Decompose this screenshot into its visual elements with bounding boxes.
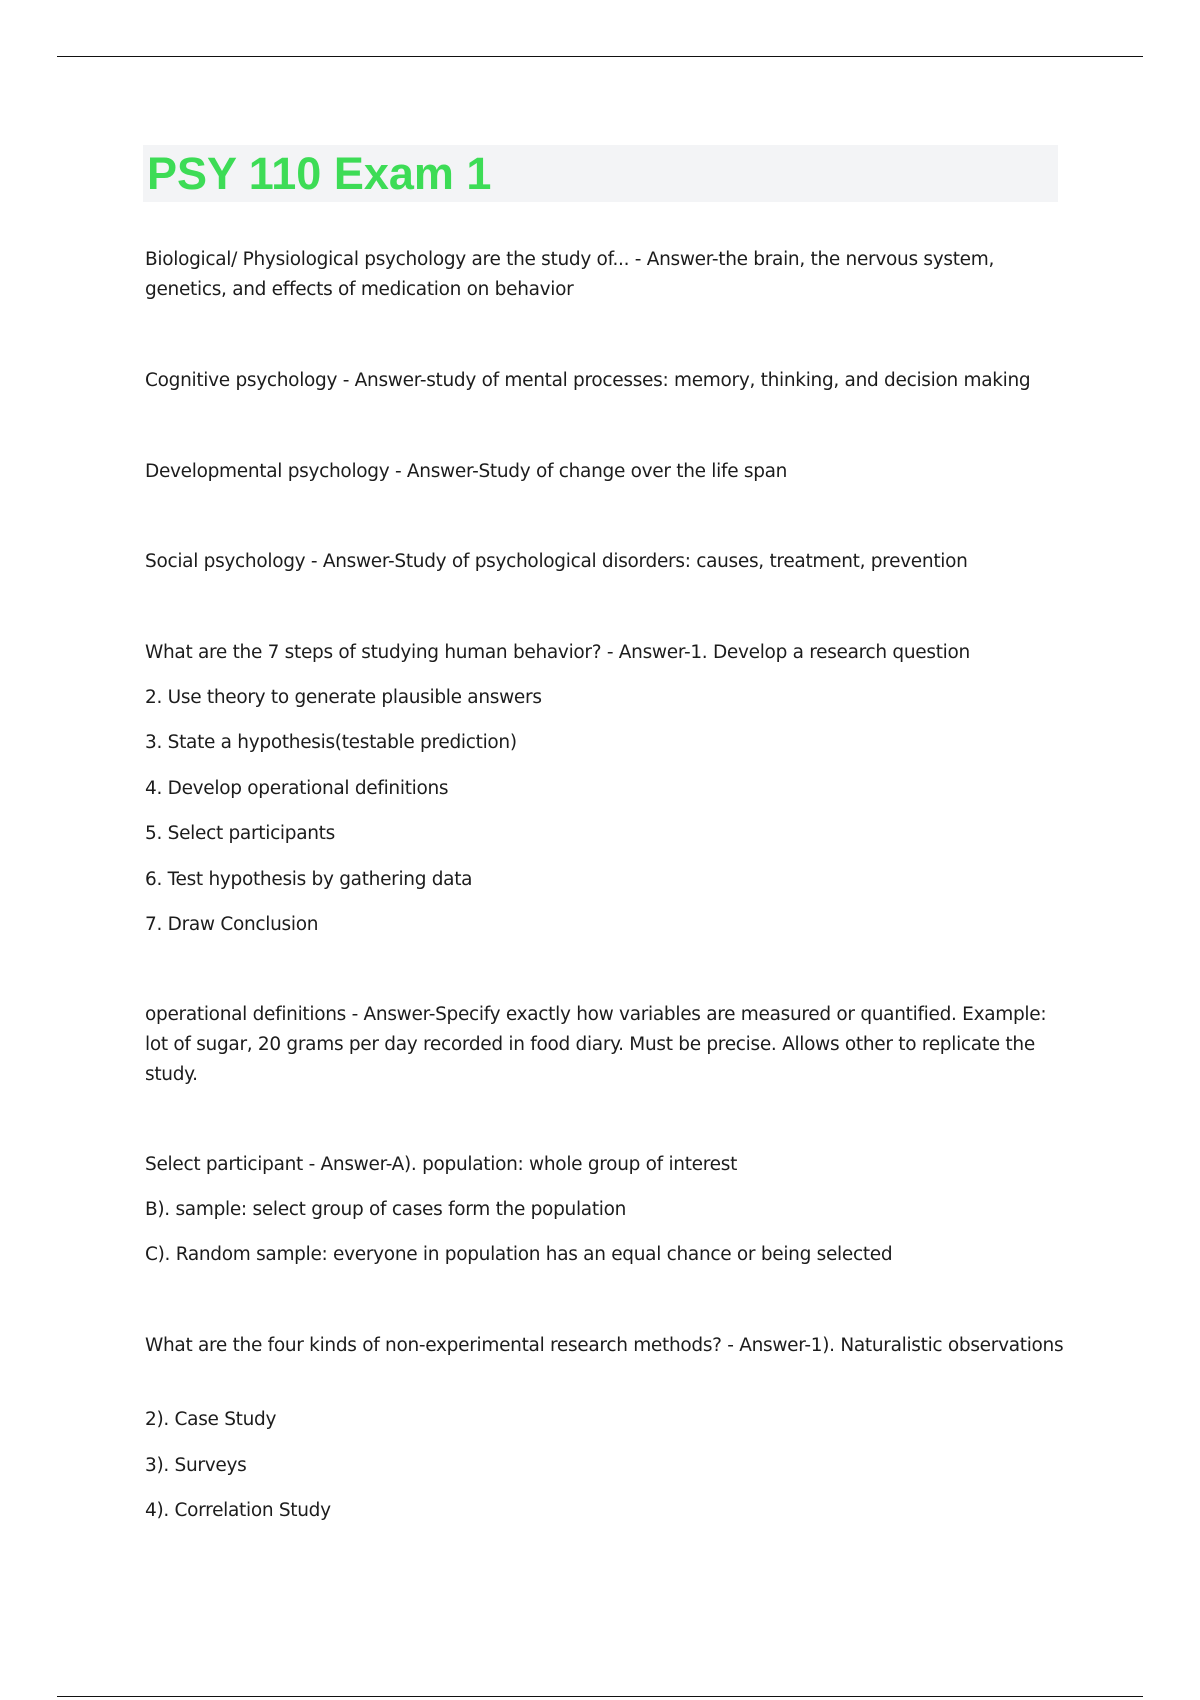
entry-biological: Biological/ Physiological psychology are the study of... - Answer-the brain, the nervous system, genetics, and effects of medication on behavior	[145, 249, 995, 300]
list-item: 5. Select participants	[145, 823, 335, 844]
list-item: 4). Correlation Study	[145, 1500, 331, 1521]
entry-developmental: Developmental psychology - Answer-Study of change over the life span	[145, 461, 788, 482]
bottom-rule	[57, 1696, 1143, 1697]
entry-non-experimental: What are the four kinds of non-experimental research methods? - Answer-1). Naturalistic observations	[145, 1335, 1064, 1356]
list-item: C). Random sample: everyone in population has an equal chance or being selected	[145, 1244, 893, 1265]
entry-social: Social psychology - Answer-Study of psychological disorders: causes, treatment, prevention	[145, 551, 968, 572]
entry-operational-definitions: operational definitions - Answer-Specify exactly how variables are measured or quantified. Example: lot of sugar, 20 grams per day recorded in food diary. Must be precise. Allows other to replicate the study.	[145, 1004, 1047, 1085]
list-item: B). sample: select group of cases form the population	[145, 1199, 627, 1220]
entry-cognitive: Cognitive psychology - Answer-study of mental processes: memory, thinking, and decision making	[145, 370, 1031, 391]
list-item: 2). Case Study	[145, 1409, 277, 1430]
list-item: 3. State a hypothesis(testable prediction)	[145, 732, 517, 753]
top-rule	[57, 56, 1143, 57]
entry-select-participant: Select participant - Answer-A). population: whole group of interest	[145, 1154, 738, 1175]
page-title: PSY 110 Exam 1	[147, 148, 492, 199]
list-item: 2. Use theory to generate plausible answers	[145, 687, 542, 708]
list-item: 6. Test hypothesis by gathering data	[145, 869, 473, 890]
list-item: 3). Surveys	[145, 1455, 247, 1476]
entry-seven-steps: What are the 7 steps of studying human behavior? - Answer-1. Develop a research question	[145, 642, 970, 663]
list-item: 7. Draw Conclusion	[145, 914, 319, 935]
list-item: 4. Develop operational definitions	[145, 778, 449, 799]
